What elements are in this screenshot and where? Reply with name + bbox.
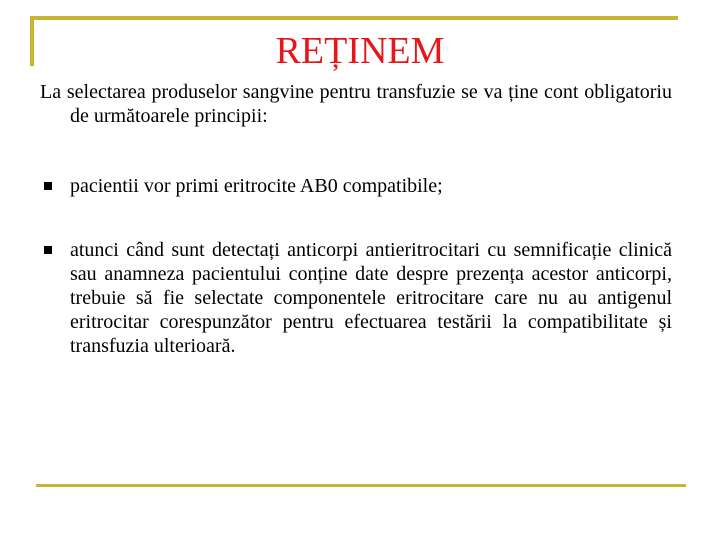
slide-title: REȚINEM (275, 30, 445, 72)
square-bullet-icon (44, 182, 52, 190)
bullet-text: atunci când sunt detectați anticorpi antieritrocitari cu semnificație clinică sau anamneza pacientului conține date despre prezența acestor anticorpi, trebuie să fie selectate componentele eritrocitare care nu au antigenul eritrocitar corespunzător pentru efectuarea testării la compatibilitate și transfuzia ulterioară. (70, 239, 672, 357)
bullet-item (40, 174, 672, 198)
slide-content (40, 80, 672, 358)
bullet-list (40, 174, 672, 358)
frame-top-line (30, 16, 678, 20)
square-bullet-icon (44, 246, 52, 254)
intro-text: La selectarea produselor sangvine pentru transfuzie se va ține cont obligatoriu de următoarele principii: (40, 81, 672, 127)
bullet-item (40, 238, 672, 358)
bullet-text: pacientii vor primi eritrocite AB0 compatibile; (70, 175, 443, 197)
frame-bottom-line (36, 484, 686, 487)
